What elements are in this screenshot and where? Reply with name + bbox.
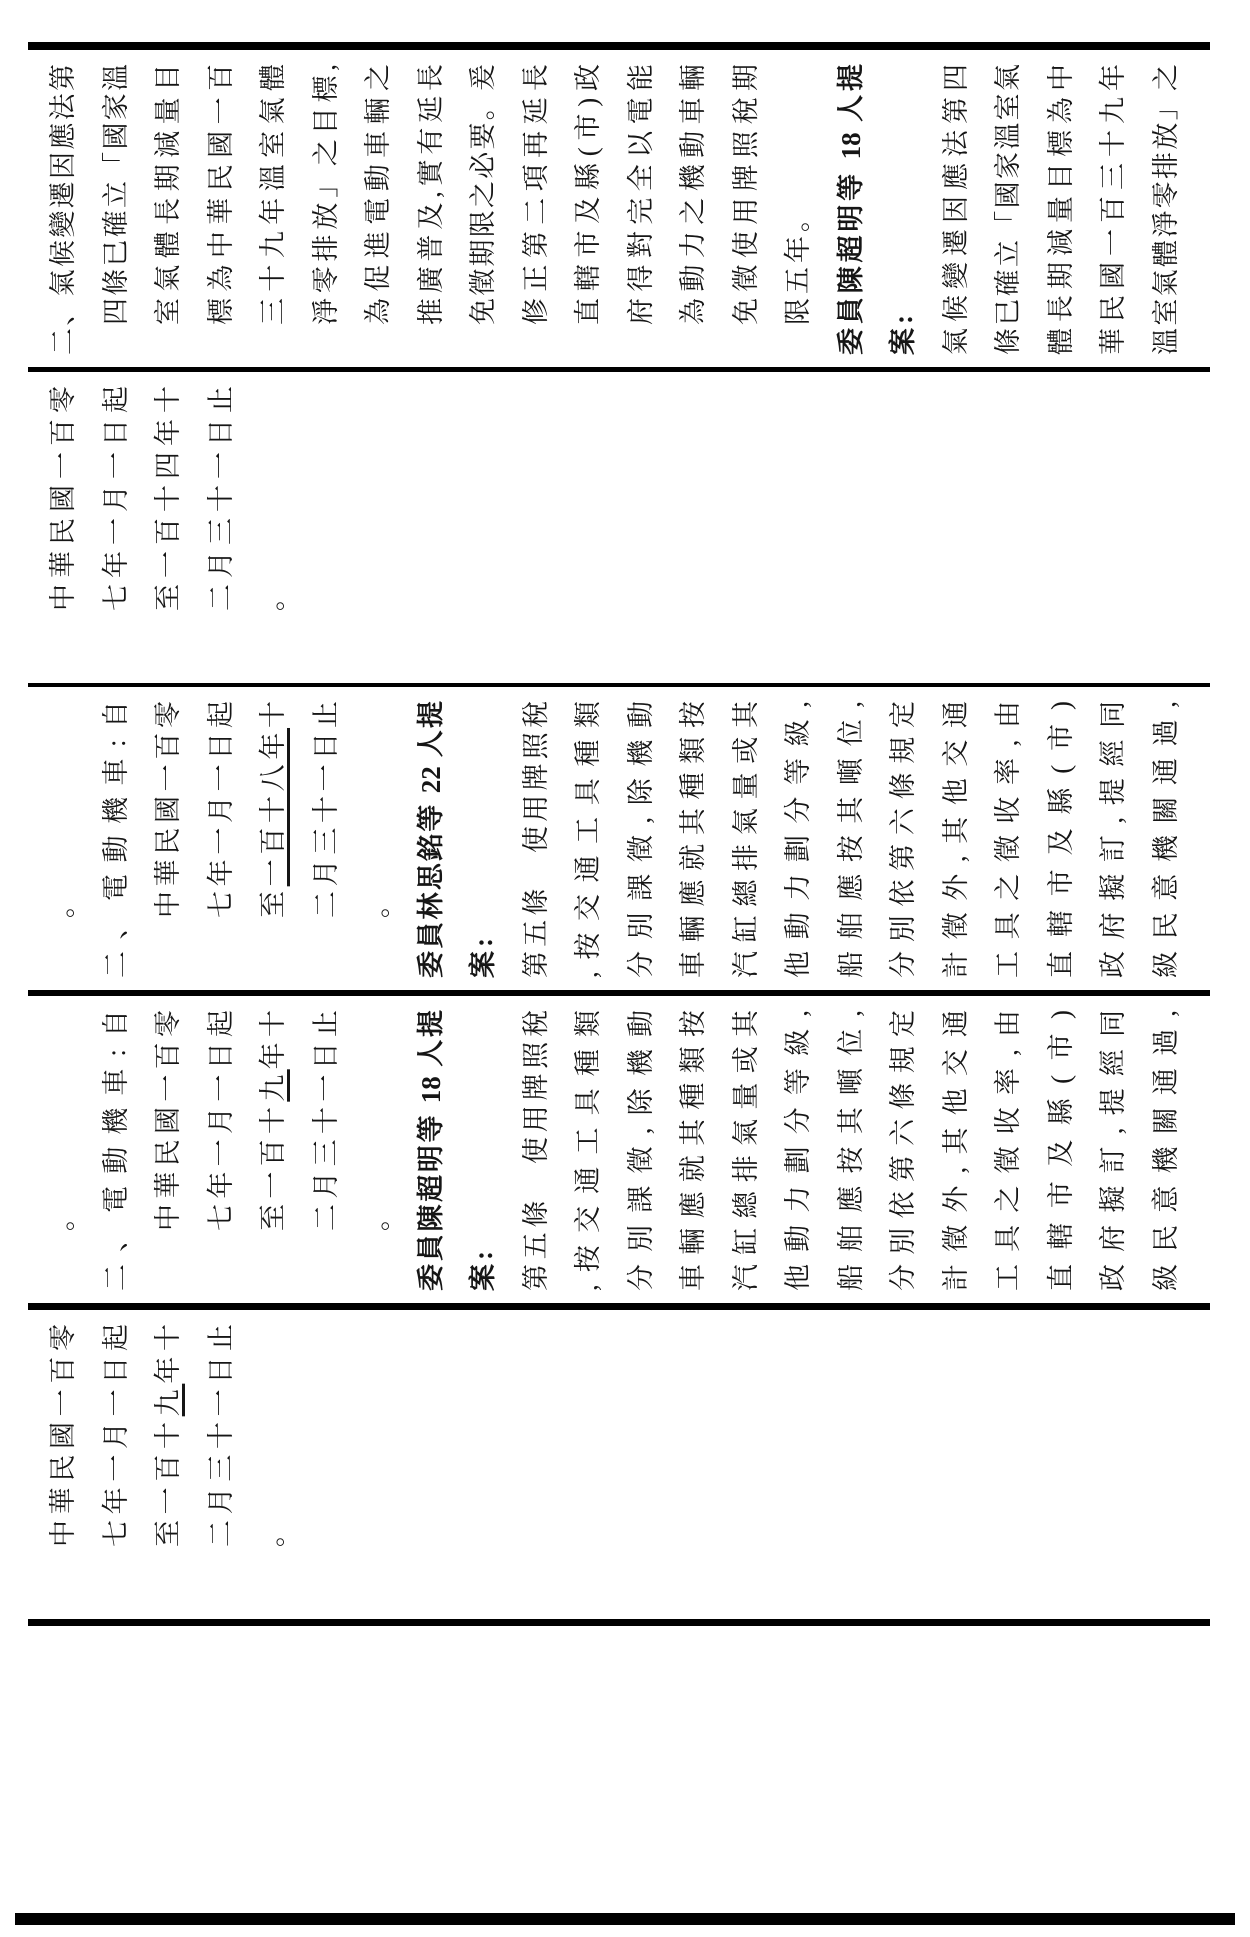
- text-line: 二月三十一日止: [310, 1010, 341, 1231]
- table-column-column-5-current-law-continuation: [43, 372, 306, 683]
- text-line: 七年一月一日起: [205, 701, 236, 918]
- text-line: 直轄市及縣(市): [1045, 1010, 1076, 1291]
- text-line: 汽缸總排氣量或其: [730, 701, 761, 978]
- table-border-right-thick: [28, 42, 1210, 50]
- amendment-underline: 九: [153, 1383, 183, 1417]
- text-line: 免徵期限之必要。爰: [468, 64, 498, 325]
- text-line: 至一百十九年十: [258, 1009, 288, 1231]
- text-line: 淨零排放」之目標,: [310, 64, 341, 325]
- text-line: 免徵使用牌照稅期: [730, 64, 761, 325]
- text-line: 第五條 使用牌照稅: [520, 1010, 551, 1291]
- proposer-heading-line: 委員林思銘等 22 人提: [415, 701, 446, 978]
- text-line: 他動力劃分等級,: [783, 1010, 813, 1291]
- text-line: 。: [258, 580, 288, 611]
- text-line: 。: [258, 1516, 288, 1547]
- text-line: 車輛應就其種類按: [678, 1010, 708, 1291]
- text-line: 計徵外,其他交通: [940, 701, 971, 978]
- text-line: 至一百十九年十: [153, 1323, 183, 1547]
- proposer-heading-line: 委員陳超明等 18 人提: [415, 1010, 446, 1291]
- text-line: 二、電動機車:自: [100, 701, 131, 978]
- amendment-underline: 一百十八年: [258, 727, 288, 887]
- text-line: 為動力之機動車輛: [678, 64, 708, 325]
- proposer-heading-line: 案:: [468, 934, 498, 978]
- text-line: 氣候變遷因應法第四: [940, 64, 971, 355]
- text-line: 直轄市及縣(市)政: [573, 64, 603, 325]
- text-line: 中華民國一百零: [48, 1324, 78, 1547]
- text-line: 二月三十一日止: [205, 1324, 236, 1547]
- text-line: 二、電動機車:自: [100, 1010, 131, 1291]
- text-line: 條已確立「國家溫室氣: [993, 64, 1023, 355]
- text-line: 推廣普及,實有延長: [415, 64, 446, 325]
- text-line: 政府擬訂,提經同: [1098, 1010, 1128, 1291]
- text-line: 。: [363, 1200, 393, 1231]
- text-line: 中華民國一百零: [153, 701, 183, 918]
- text-line: ,按交通工具種類: [573, 701, 603, 978]
- text-line: 二月三十一日止: [205, 386, 236, 611]
- table-column-column-6-explanation: [43, 50, 1198, 367]
- text-line: 七年一月一日起: [100, 386, 131, 611]
- text-line: 。: [363, 887, 393, 918]
- proposer-heading-line: 案:: [888, 311, 918, 355]
- text-line: 政府擬訂,提經同: [1098, 701, 1128, 978]
- text-line: 級民意機關通過,: [1150, 701, 1181, 978]
- text-line: 分別依第六條規定: [888, 1010, 918, 1291]
- text-line: 他動力劃分等級,: [783, 701, 813, 978]
- amendment-underline: 九: [258, 1069, 288, 1102]
- text-line: 中華民國一百零: [153, 1010, 183, 1231]
- text-line: 第五條 使用牌照稅: [520, 701, 551, 978]
- text-line: 華民國一百三十九年: [1098, 64, 1128, 355]
- column-separator-2: [28, 1303, 1210, 1310]
- text-line: 二月三十一日止: [310, 701, 341, 918]
- text-line: 車輛應就其種類按: [678, 701, 708, 978]
- text-line: 溫室氣體淨零排放」之: [1150, 64, 1181, 355]
- text-line: 分別課徵,除機動: [625, 701, 656, 978]
- column-separator-1: [28, 1619, 1210, 1626]
- text-line: 船舶應按其噸位,: [835, 701, 866, 978]
- text-line: 工具之徵收率,由: [993, 701, 1023, 978]
- text-line: 至一百十八年十: [258, 700, 288, 918]
- text-line: 計徵外,其他交通: [940, 1010, 971, 1291]
- text-line: 四條已確立「國家溫: [100, 64, 131, 325]
- text-line: 標為中華民國一百: [205, 64, 236, 325]
- text-line: ,按交通工具種類: [573, 1010, 603, 1291]
- text-line: 限五年。: [783, 201, 813, 325]
- table-border-left-thick: [15, 1913, 1235, 1925]
- text-line: 為促進電動車輛之: [363, 64, 393, 325]
- text-line: 體長期減量目標為中: [1045, 64, 1076, 355]
- text-line: 府得對完全以電能: [625, 64, 656, 325]
- text-line: 級民意機關通過,: [1150, 1010, 1181, 1291]
- text-line: 汽缸總排氣量或其: [730, 1010, 761, 1291]
- text-line: 船舶應按其噸位,: [835, 1010, 866, 1291]
- proposer-heading-line: 案:: [468, 1247, 498, 1291]
- text-line: 至一百十四年十: [153, 386, 183, 611]
- text-line: 工具之徵收率,由: [993, 1010, 1023, 1291]
- text-line: 二、氣候變遷因應法第: [48, 64, 78, 355]
- text-line: 直轄市及縣(市): [1045, 701, 1076, 978]
- text-line: 修正第二項再延長: [520, 64, 551, 325]
- text-line: 分別課徵,除機動: [625, 1010, 656, 1291]
- table-column-column-2-proposal-continuation: [43, 1310, 306, 1619]
- table-column-column-3-proposal-chen-chao-ming: [43, 996, 1198, 1303]
- text-line: 。: [48, 887, 78, 918]
- text-line: 三十九年溫室氣體: [258, 64, 288, 325]
- table-column-column-4-proposal-lin-si-ming: [43, 687, 1198, 990]
- text-line: 七年一月一日起: [205, 1010, 236, 1231]
- proposer-heading-line: 委員陳超明等 18 人提: [835, 64, 866, 355]
- text-line: 中華民國一百零: [48, 386, 78, 611]
- text-line: 分別依第六條規定: [888, 701, 918, 978]
- text-line: 室氣體長期減量目: [153, 64, 183, 325]
- text-line: 七年一月一日起: [100, 1324, 131, 1547]
- text-line: 。: [48, 1200, 78, 1231]
